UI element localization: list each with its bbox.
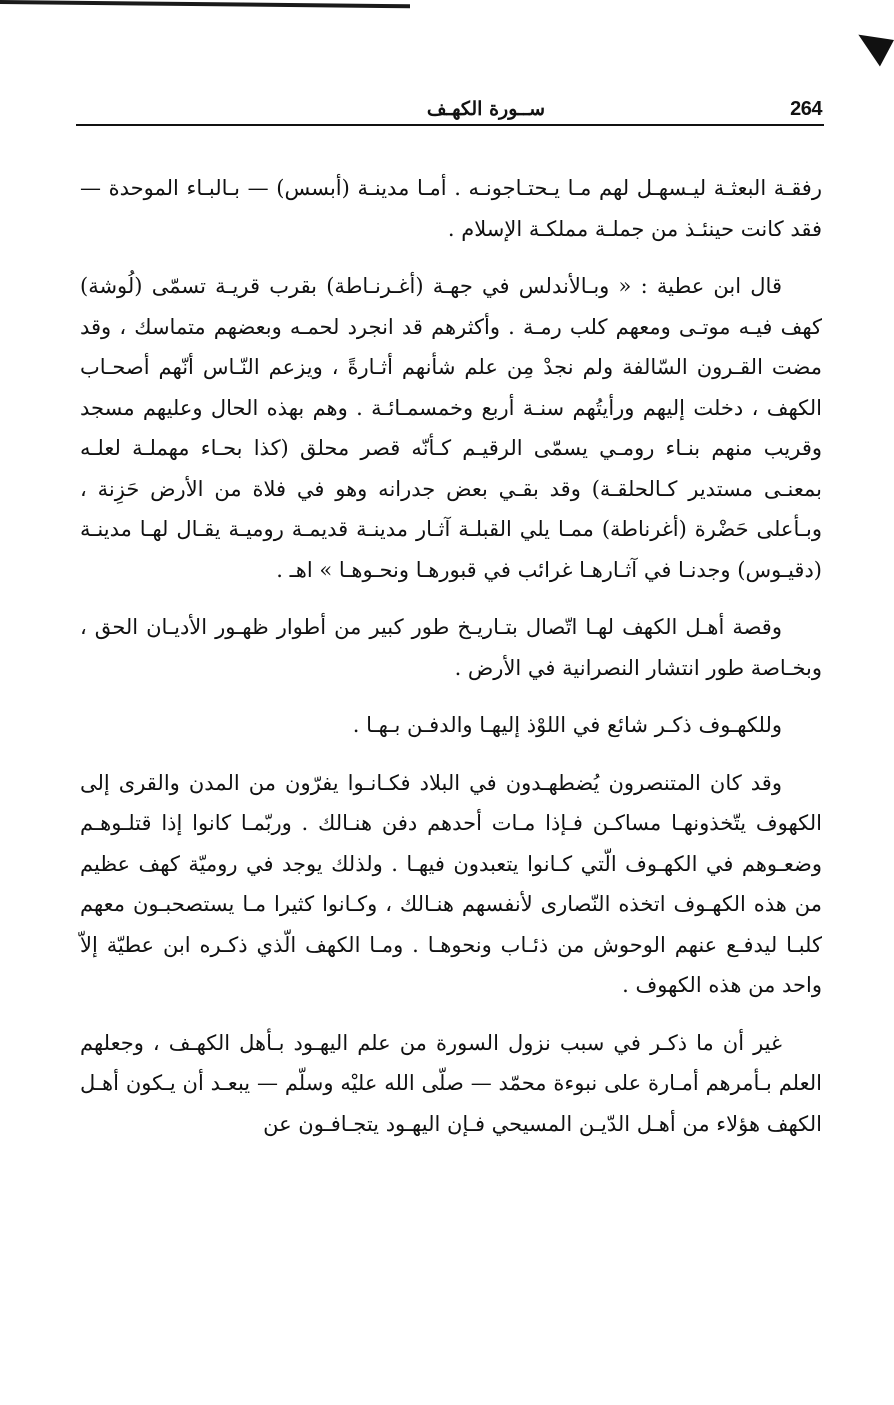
paragraph-persecution: وقد كان المتنصرون يُضطهـدون في البلاد فكـانـوا يفرّون من المدن والقرى إلى الكهوف يتّخذونهـا مساكـن فـإذا مـات أحدهم دفن هنـالك . وربّمـا كانوا إذا قتلـوهـم وضعـوهم في الكهـوف الّتي كـانوا يتعبدون فيهـا . ولذلك يوجد في روميّة كهف عظيم من هذه الكهـوف اتخذه النّصارى لأنفسهم هنـالك ، وكـانوا كثيرا مـا يستصحبـون معهم كلبـا ليدفـع عنهم الوحوش من ذئـاب ونحوهـا . ومـا الكهف الّذي ذكـره ابن عطيّة إلاّ واحد من هذه الكهوف .: [80, 770, 822, 997]
body-text: [80, 168, 822, 1144]
page-header: [76, 98, 824, 126]
paragraph-quote-ibn-atiyya: قال ابن عطية : « وبـالأندلس في جهـة (أغـرنـاطة) بقرب قريـة تسمّى (لُوشة) كهف فيـه موتـى ومعهم كلب رمـة . وأكثرهم قد انجرد لحمـه وبعضهم متماسك ، وقد مضت القـرون السّالفة ولم نجدْ مِن علم شأنهم أثـارةً ، ويزعم النّـاس أنّهم أصحـاب الكهف ، دخلت إليهم ورأيتُهم سنـة أربع وخمسمـائـة . وهم بهذه الحال وعليهم مسجد وقريب منهم بنـاء رومـي يسمّى الرقيـم كـأنّه قصر محلق (كذا بحـاء مهملـة لعلـه بمعنـى مستدير كـالحلقـة) وقد بقـي بعض جدرانه وهو في فلاة من الأرض حَزِنة ، وبـأعلى حَضْرة (أغرناطة) ممـا يلي القبلـة آثـار مدينـة قديمـة روميـة يقـال لهـا مدينـة (دقيـوس) وجدنـا في آثـارهـا غرائب في قبورهـا ونحـوهـا » اهـ .: [80, 274, 822, 582]
paragraph-continuation: رفقـة البعثـة ليـسهـل لهم مـا يـحتـاجونـه . أمـا مدينـة (أبسس) — بـالبـاء الموحدة — فقد كانت حينئـذ من جملـة مملكـة الإسلام .: [80, 176, 822, 241]
scan-corner-mark: [850, 24, 894, 66]
header-rule: [76, 124, 824, 126]
paragraph-revelation: غير أن ما ذكـر في سبب نزول السورة من علم اليهـود بـأهل الكهـف ، وجعلهم العلم بـأمرهم أمـارة على نبوءة محمّد — صلّى الله عليْه وسلّم — يبعـد أن يـكون أهـل الكهف هؤلاء من أهـل الدّيـن المسيحي فـإن اليهـود يتجـافـون عن: [80, 1030, 822, 1136]
paragraph-caves: وللكهـوف ذكـر شائع في اللوْذ إليهـا والدفـن بـهـا .: [352, 713, 782, 737]
paragraph-history: وقصة أهـل الكهف لهـا اتّصال بتـاريـخ طور كبير من أطوار ظهـور الأديـان الحق ، وبخـاصة طور انتشار النصرانية في الأرض .: [80, 615, 822, 680]
page-number: 264: [790, 98, 822, 120]
scan-edge-shadow: [0, 0, 410, 8]
running-title: ســورة الكهـف: [426, 98, 546, 120]
